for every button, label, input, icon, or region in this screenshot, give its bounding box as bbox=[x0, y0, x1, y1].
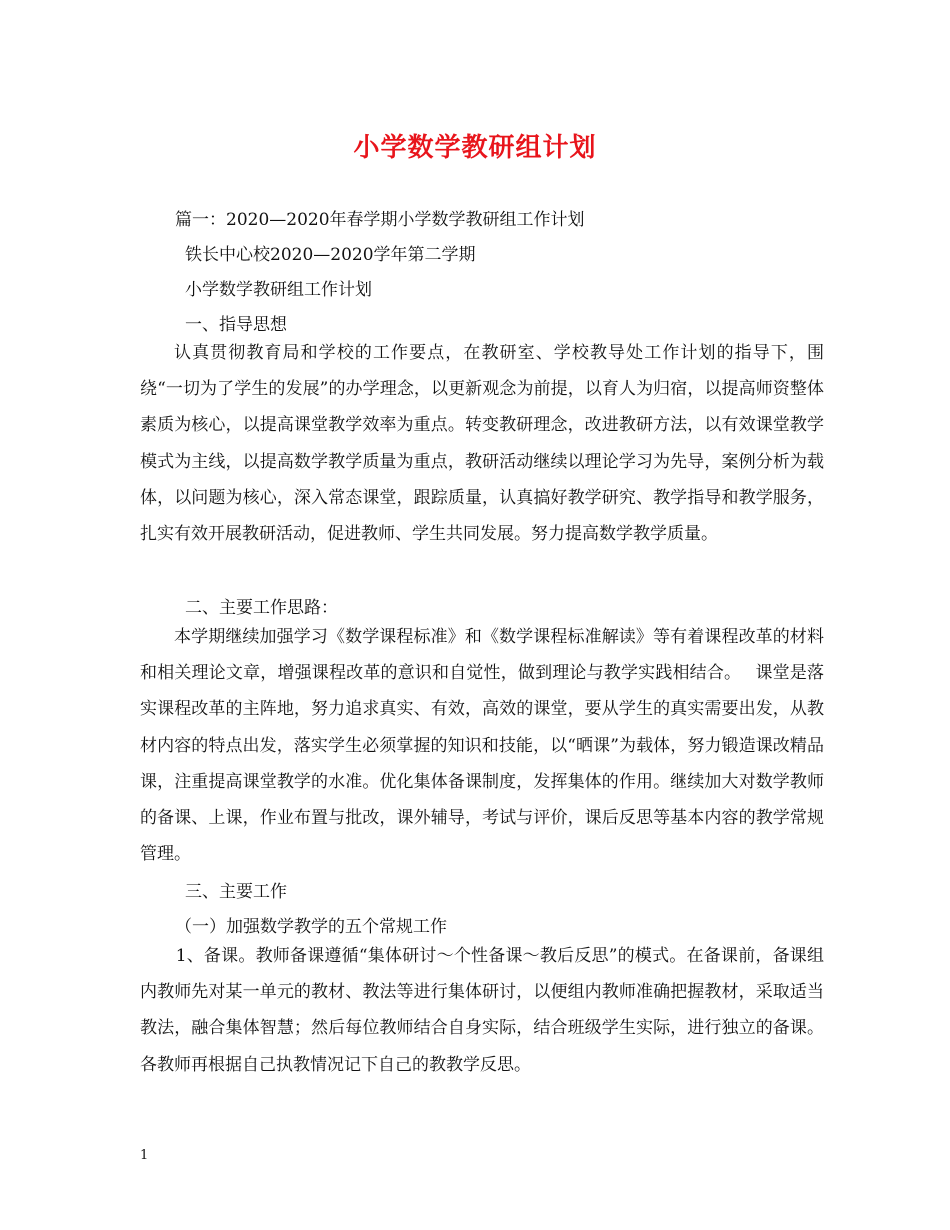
guiding-thoughts-paragraph: 认真贯彻教育局和学校的工作要点，在教研室、学校教导处工作计划的指导下，围绕“一切为了学生的发展”的办学理念，以更新观念为前提，以育人为归宿，以提高师资整体素质为核心，以提高课堂教学效率为重点。转变教研理念，改进教研方法，以有效课堂教学模式为主线，以提高数学教学质量为重点，教研活动继续以理论学习为先导，案例分析为载体，以问题为核心，深入常态课堂，跟踪质量，认真搞好教学研究、教学指导和教学服务，扎实有效开展教研活动，促进教师、学生共同发展。努力提高数学教学质量。 bbox=[140, 343, 824, 545]
document-title: 小学数学教研组计划 bbox=[353, 133, 597, 163]
school-semester-line: 铁长中心校2020—2020学年第二学期 bbox=[185, 245, 476, 265]
routine-work-heading: （一）加强数学教学的五个常规工作 bbox=[175, 917, 447, 937]
main-work-heading: 三、主要工作 bbox=[185, 882, 287, 902]
lesson-prep-paragraph: 1、备课。教师备课遵循“集体研讨～个性备课～教后反思”的模式。在备课前，备课组内教师先对某一单元的教材、教法等进行集体研讨，以便组内教师准确把握教材，采取适当教法，融合集体智慧；然后每位教师结合自身实际，结合班级学生实际，进行独立的备课。各教师再根据自己执教情况记下自己的教教学反思。 bbox=[140, 946, 824, 1075]
main-ideas-heading: 二、主要工作思路： bbox=[185, 598, 338, 618]
guiding-thoughts-heading: 一、指导思想 bbox=[185, 315, 287, 335]
plan-subtitle-line: 小学数学教研组工作计划 bbox=[185, 280, 372, 300]
section-title-line: 篇一：2020—2020年春学期小学数学教研组工作计划 bbox=[175, 210, 585, 230]
page-number: 1 bbox=[140, 1148, 149, 1163]
main-ideas-paragraph: 本学期继续加强学习《数学课程标准》和《数学课程标准解读》等有着课程改革的材料和相关理论文章，增强课程改革的意识和自觉性，做到理论与教学实践相结合。 课堂是落实课程改革的主阵地，努力追求真实、有效，高效的课堂，要从学生的真实需要出发，从教材内容的特点出发，落实学生必须掌握的知识和技能，以“晒课”为载体，努力锻造课改精品课，注重提高课堂教学的水准。优化集体备课制度，发挥集体的作用。继续加大对数学教师的备课、上课，作业布置与批改，课外辅导，考试与评价，课后反思等基本内容的教学常规管理。 bbox=[140, 627, 824, 865]
